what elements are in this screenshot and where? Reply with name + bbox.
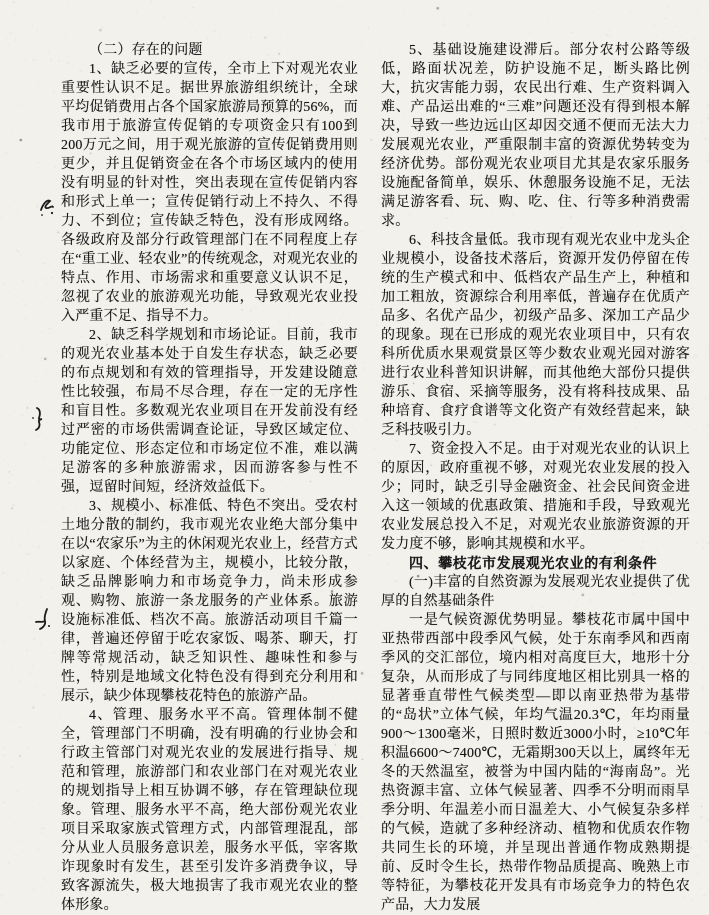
margin-ink-squiggle-icon [38, 196, 56, 218]
paragraph: 2、缺乏科学规划和市场论证。目前，我市的观光农业基本处于自发生存状态，缺乏必要的布点规划和有效的管理指导，开发建设随意性比较强，布局不尽合理，存在一定的无序性和盲目性。多数观光农业项目在开发前没有经过严密的市场供需调查论证，导致区域定位、功能定位、形态定位和市场定位不准，难以满足游客的多种旅游需求，因而游客参与性不强，逗留时间短，经济效益低下。 [61, 328, 358, 495]
paragraph: 6、科技含量低。我市现有观光农业中龙头企业规模小，设备技术落后，资源开发仍停留在传统的生产模式和中、低档农产品生产上，种植和加工粗放，资源综合利用率低，普遍存在优质产品多、名优产品少，初级产品多、深加工产品少的现象。现在已形成的观光农业项目中，只有农科所优质水果观赏景区等少数农业观光园对游客进行农业科普知识讲解，而其他绝大部份只提供游乐、食宿、采摘等服务，没有将科技成果、品种培育、食疗食谱等文化资产有效经营起来，缺乏科技吸引力。 [381, 233, 690, 438]
paragraph: 3、规模小、标准低、特色不突出。受农村土地分散的制约，我市观光农业绝大部分集中在以“农家乐”为主的休闲观光农业上，经营方式以家庭、个体经营为主，规模小，比较分散，缺乏品牌影响力和市场竞争力，尚未形成参观、购物、旅游一条龙服务的产业体系。旅游设施标准低、档次不高。旅游活动项目千篇一律，普遍还停留于吃农家饭、喝茶、聊天，打牌等常规活动，缺乏知识性、趣味性和参与性，特别是地域文化特色没有得到充分利用和展示，缺少体现攀枝花特色的旅游产品。 [61, 499, 358, 704]
paragraph: (一)丰富的自然资源为发展观光农业提供了优厚的自然基础条件 [381, 575, 690, 609]
margin-ink-squiggle-icon [33, 606, 53, 632]
text-column-right [381, 41, 690, 915]
paragraph: 一是气候资源优势明显。攀枝花市属中国中亚热带西部中段季风气候，处于东南季风和西南季风的交汇部位，境内相对高度巨大，地形十分复杂，从而形成了与同纬度地区相比别具一格的显著垂直带性气候类型—即以南亚热带为基带的“岛状”立体气候，年均气温20.3℃，年均雨量900～1300毫米，日照时数近3000小时，≥10℃年积温6600～7400℃，无霜期300天以上，属终年无冬的天然温室，被誉为中国内陆的“海南岛”。光热资源丰富、立体气候显著、四季不分明而雨旱季分明、年温差小而日温差大、小气候复杂多样的气候，造就了多种经济动、植物和优质农作物共同生长的环境，并呈现出普通作物成熟期提前、反时令生长，热带作物品质提高、晚熟上市等特征，为攀枝花开发具有市场竞争力的特色农产品，大力发展 [381, 613, 690, 913]
paragraph: 5、基础设施建设滞后。部分农村公路等级低，路面状况差，防护设施不足，断头路比例大，抗灾害能力弱，农民出行难、生产资料调入难、产品运出难的“三难”问题还没有得到根本解决，导致一些边远山区却因交通不便而无法大力发展观光农业，严重限制丰富的资源优势转变为经济优势。部份观光农业项目尤其是农家乐服务设施配备简单，娱乐、休憩服务设施不足，无法满足游客看、玩、购、吃、住、行等多种消费需求。 [381, 43, 690, 229]
subsection-heading: （二）存在的问题 [89, 43, 203, 58]
paragraph: 4、管理、服务水平不高。管理体制不健全，管理部门不明确，没有明确的行业协会和行政主管部门对观光农业的发展进行指导、规范和管理，旅游部门和农业部门在对观光农业的规划指导上相互协调不够，存在管理缺位现象。管理、服务水平不高，绝大部份观光农业项目采取家族式管理方式，内部管理混乱，部分从业人员服务意识差，服务水平低，宰客欺诈现象时有发生，甚至引发许多消费争议，导致客源流失，极大地损害了我市观光农业的整体形象。 [61, 708, 358, 913]
paragraph: 1、缺乏必要的宣传，全市上下对观光农业重要性认识不足。据世界旅游组织统计，全球平均促销费用占各个国家旅游局预算的56%，而我市用于旅游宣传促销的专项资金只有100到 200万元之间，用于观光旅游的宣传促销费用则更少，并且促销资金在各个市场区域内的使用没有明显的针对性，突出表现在宣传促销内容和形式上单一；宣传促销行动上不持久、不得力、不到位；宣传缺乏特色，没有形成网络。各级政府及部分行政管理部门在不同程度上存在“重工业、轻农业”的传统观念，对观光农业的特点、作用、市场需求和重要意义认识不足，忽视了农业的旅游观光功能，导致观光农业投入严重不足、指导不力。 [61, 62, 358, 324]
section-heading: 四、攀枝花市发展观光农业的有利条件 [409, 555, 658, 571]
paragraph: 7、资金投入不足。由于对观光农业的认识上的原因，政府重视不够，对观光农业发展的投入少；同时，缺乏引导金融资金、社会民间资金进入这一领域的优惠政策、措施和手段，导致观光农业发展总投入不足，对观光农业旅游资源的开发力度不够，影响其规模和水平。 [381, 442, 690, 552]
text-column-left [61, 41, 358, 915]
margin-ink-brace-icon [31, 406, 47, 432]
